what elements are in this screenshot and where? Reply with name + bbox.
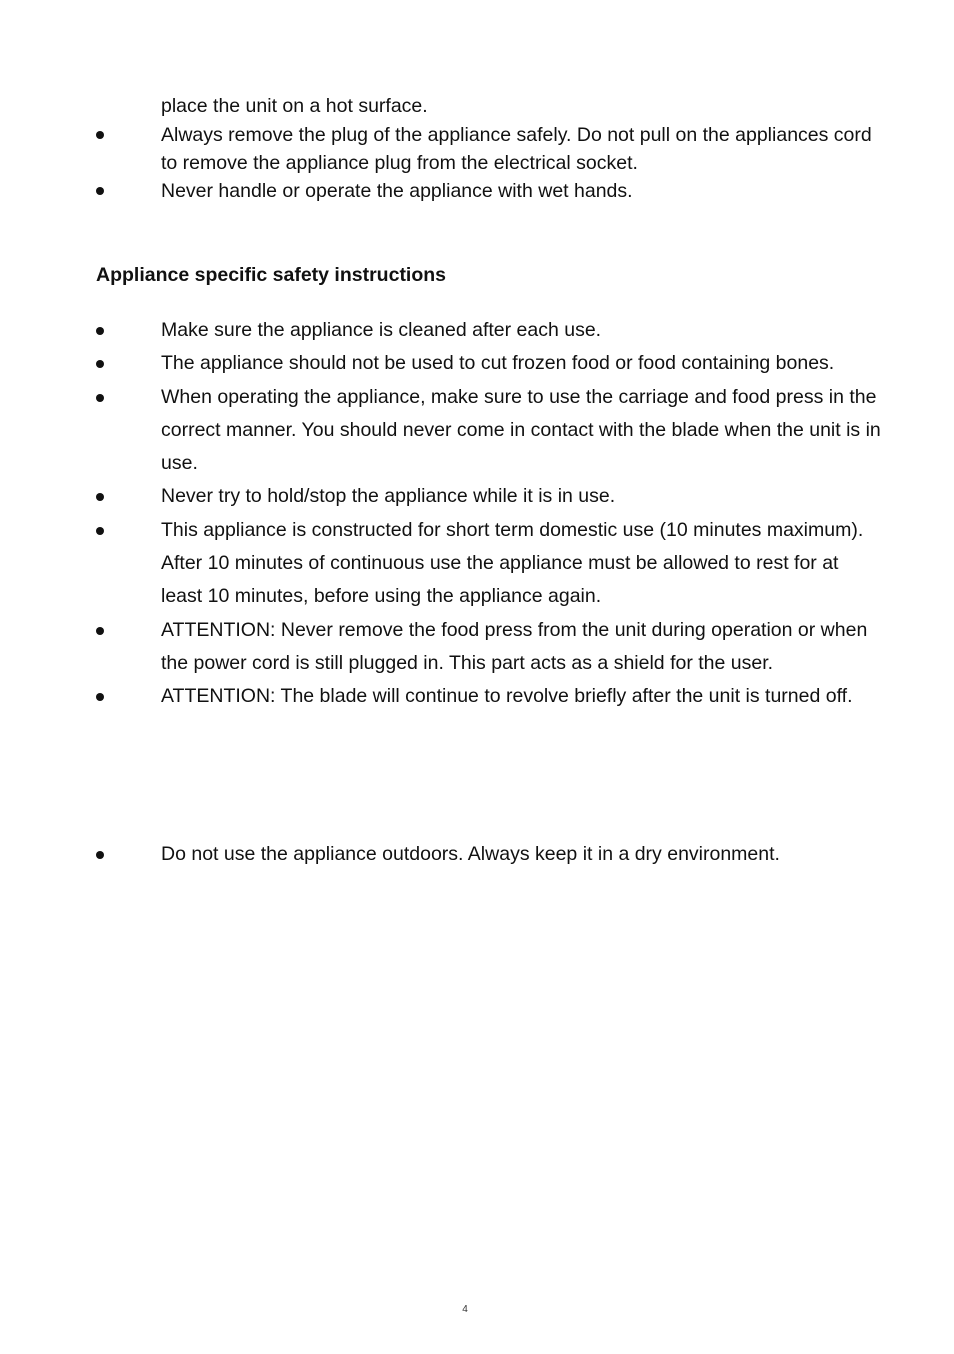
list-item	[0, 614, 881, 681]
specific-safety-list	[0, 314, 954, 714]
list-item	[0, 347, 881, 380]
list-item	[0, 121, 881, 177]
general-safety-list	[0, 121, 954, 205]
list-item-text: The appliance should not be used to cut frozen food or food containing bones.	[161, 352, 835, 375]
continuation-text: place the unit on a hot surface.	[161, 95, 428, 117]
list-item	[0, 514, 881, 614]
final-safety-list	[0, 838, 954, 871]
list-item	[0, 177, 881, 205]
list-item-text: Do not use the appliance outdoors. Always keep it in a dry environment.	[161, 843, 780, 865]
list-item	[0, 480, 881, 513]
list-item-text: Make sure the appliance is cleaned after each use.	[161, 319, 602, 341]
list-item-text: This appliance is constructed for short term domestic use (10 minutes maximum). After 10 minutes of continuous use the appliance must be allowed to rest for at least 10 minutes, before using the appliance again.	[161, 518, 864, 608]
list-item-text: Always remove the plug of the appliance safely. Do not pull on the appliances cord to remove the appliance plug from the electrical socket.	[161, 124, 872, 174]
list-item-text: When operating the appliance, make sure to use the carriage and food press in the correct manner. You should never come in contact with the blade when the unit is in use.	[161, 385, 881, 475]
section-heading: Appliance specific safety instructions	[96, 264, 447, 286]
list-item-text: ATTENTION: Never remove the food press from the unit during operation or when the power cord is still plugged in. This part acts as a shield for the user.	[161, 618, 868, 674]
list-item-text: Never try to hold/stop the appliance while it is in use.	[161, 485, 616, 508]
list-item	[0, 680, 881, 713]
list-item-text: Never handle or operate the appliance with wet hands.	[161, 180, 633, 202]
page-number: 4	[462, 1304, 468, 1315]
list-item	[0, 381, 881, 481]
list-item	[0, 838, 881, 871]
list-item	[0, 314, 881, 347]
list-item-text: ATTENTION: The blade will continue to revolve briefly after the unit is turned off.	[161, 685, 853, 708]
